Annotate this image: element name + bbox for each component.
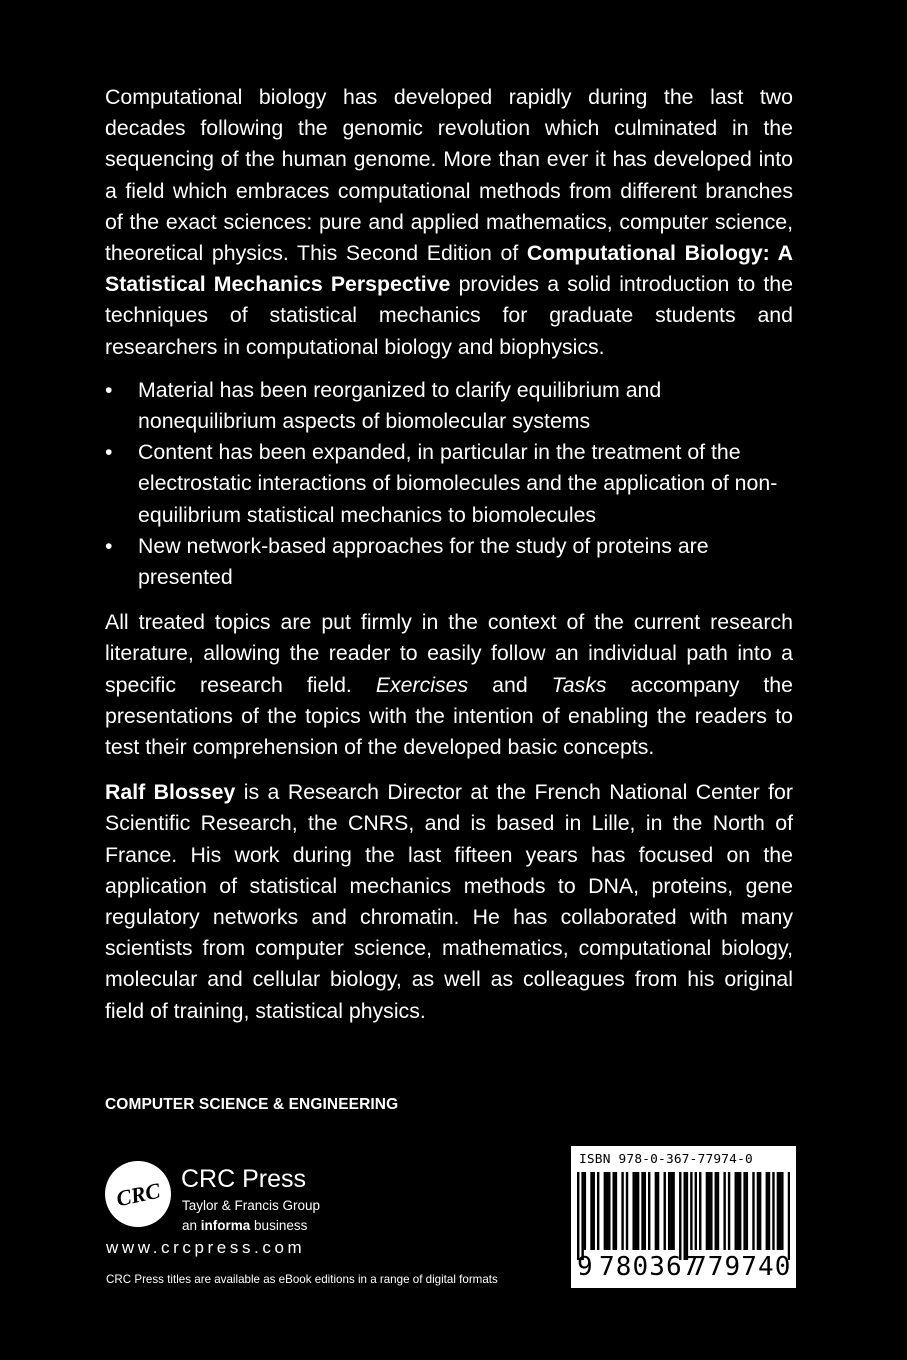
topics-paragraph: All treated topics are put firmly in the context of the current research literature, allowing the reader to easily follow an individual path into a specific research field. Exercises and Tasks accompany the presentations of the topics with the intention of enabling the readers to test their comprehension of the developed basic concepts. <box>105 610 793 760</box>
barcode-bar <box>626 1172 628 1250</box>
publisher-url: www.crcpress.com <box>106 1238 306 1257</box>
barcode-digits-left: 780367 <box>599 1252 700 1282</box>
barcode-bar <box>668 1172 670 1250</box>
barcode-digit-first: 9 <box>577 1252 593 1282</box>
barcode-bar <box>768 1172 770 1250</box>
barcode-bar <box>690 1172 692 1250</box>
barcode-digits-right: 779740 <box>691 1252 792 1282</box>
barcode <box>571 1146 796 1288</box>
barcode-bar <box>648 1172 650 1250</box>
description-block <box>105 82 793 1027</box>
feature-list <box>105 375 793 593</box>
barcode-bar <box>608 1172 610 1250</box>
barcode-bar <box>604 1172 606 1250</box>
barcode-bar <box>752 1172 754 1250</box>
barcode-bar <box>684 1172 686 1260</box>
barcode-bar <box>759 1172 761 1250</box>
barcode-bar <box>581 1172 583 1260</box>
list-item: • Content has been expanded, in particular in the treatment of the electrostatic interactions of biomolecules and the application of non-equilibrium statistical mechanics to biomolecules <box>105 437 793 531</box>
barcode-bar <box>615 1172 617 1250</box>
barcode-bar <box>777 1172 779 1250</box>
barcode-bar <box>613 1172 615 1250</box>
barcode-bars-icon <box>577 1172 790 1262</box>
barcode-bar <box>710 1172 712 1250</box>
barcode-bar <box>706 1172 708 1250</box>
barcode-bar <box>672 1172 674 1250</box>
barcode-bar <box>644 1172 646 1250</box>
barcode-bar <box>655 1172 657 1250</box>
barcode-bar <box>593 1172 595 1250</box>
bullet-icon: • <box>105 440 113 465</box>
barcode-bar <box>590 1172 592 1250</box>
publisher-tagline: an informa business <box>182 1218 308 1233</box>
subject-category: COMPUTER SCIENCE & ENGINEERING <box>105 1096 399 1113</box>
barcode-bar <box>743 1172 745 1250</box>
barcode-bar <box>715 1172 717 1250</box>
barcode-bar <box>708 1172 710 1250</box>
barcode-bar <box>632 1172 634 1250</box>
barcode-bar <box>584 1172 586 1250</box>
barcode-bar <box>717 1172 719 1250</box>
svg-text:CRC: CRC <box>113 1177 163 1212</box>
barcode-bar <box>686 1172 688 1260</box>
barcode-bar <box>739 1172 741 1250</box>
barcode-bar <box>637 1172 639 1250</box>
barcode-bar <box>772 1172 774 1250</box>
barcode-bar <box>679 1172 681 1260</box>
barcode-bar <box>781 1172 783 1250</box>
list-item: • New network-based approaches for the study of proteins are presented <box>105 531 793 593</box>
barcode-bar <box>695 1172 697 1250</box>
barcode-bar <box>766 1172 768 1250</box>
barcode-bar <box>788 1172 790 1260</box>
barcode-bar <box>723 1172 725 1250</box>
barcode-bar <box>577 1172 579 1260</box>
barcode-bar <box>670 1172 672 1250</box>
barcode-bar <box>699 1172 701 1250</box>
bullet-icon: • <box>105 533 113 558</box>
barcode-bar <box>735 1172 737 1250</box>
book-title: Computational Biology: A Statistical Mechanics Perspective <box>105 241 793 297</box>
isbn-text: ISBN 978-0-367-77974-0 <box>579 1152 753 1167</box>
ebook-note: CRC Press titles are available as eBook editions in a range of digital formats <box>106 1273 498 1286</box>
publisher-group: Taylor & Francis Group <box>182 1198 321 1213</box>
barcode-bar <box>606 1172 608 1250</box>
intro-paragraph: Computational biology has developed rapidly during the last two decades following the genomic revolution which culminated in the sequencing of the human genome. More than ever it has developed into a field which embraces computational methods from different branches of the exact sciences: pure and applied mathematics, computer science, theoretical physics. This Second Edition of Computational Biology: A Statistical Mechanics Perspective provides a solid introduction to the techniques of statistical mechanics for graduate students and researchers in computational biology and biophysics. <box>105 85 793 359</box>
crc-logo-icon <box>104 1160 172 1228</box>
barcode-bar <box>621 1172 623 1250</box>
barcode-bar <box>657 1172 659 1250</box>
barcode-bar <box>597 1172 599 1250</box>
barcode-bar <box>641 1172 643 1250</box>
publisher-name: CRC Press <box>181 1165 307 1193</box>
barcode-bar <box>737 1172 739 1250</box>
list-item: • Material has been reorganized to clarify equilibrium and nonequilibrium aspects of biomolecular systems <box>105 375 793 437</box>
bullet-icon: • <box>105 377 113 402</box>
barcode-bar <box>757 1172 759 1250</box>
barcode-bar <box>635 1172 637 1250</box>
author-bio: Ralf Blossey is a Research Director at the French National Center for Scientific Research, the CNRS, and is based in Lille, in the North of France. His work during the last fifteen years has focused on the application of statistical mechanics methods to DNA, proteins, gene regulatory networks and chromatin. He has collaborated with many scientists from computer science, mathematics, computational biology, molecular and cellular biology, as well as colleagues from his original field of training, statistical physics. <box>105 780 793 1023</box>
barcode-bar <box>746 1172 748 1250</box>
author-name: Ralf Blossey <box>105 780 236 805</box>
barcode-bar <box>779 1172 781 1250</box>
barcode-bar <box>728 1172 730 1250</box>
barcode-bar <box>664 1172 666 1250</box>
